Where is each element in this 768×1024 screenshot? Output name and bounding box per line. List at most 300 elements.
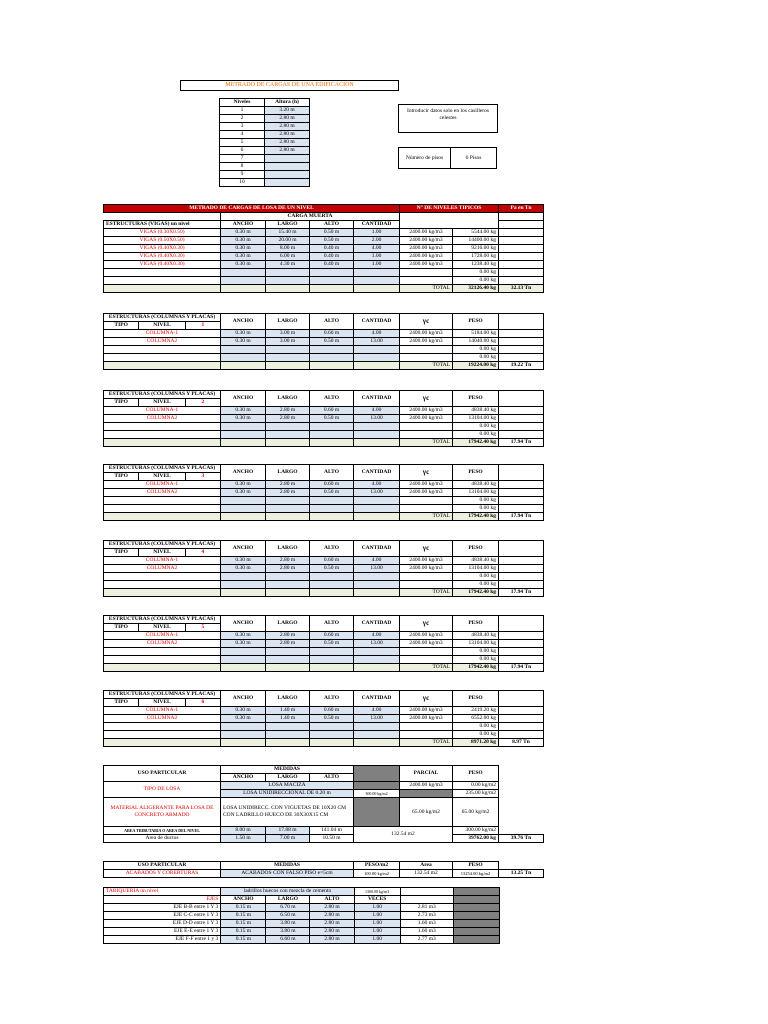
column-largo: 2.80 m (266, 489, 310, 497)
material-aligerante: MATERIAL ALIGERANTE PARA LOSA DE CONCRETO ARMADO (104, 798, 221, 827)
viga-peso: 0.00 kg (453, 277, 499, 285)
cantidad-header: CANTIDAD (354, 616, 400, 632)
column-largo: 3.00 m (266, 330, 310, 338)
column-peso: 0.00 kg (453, 431, 499, 439)
level-height (265, 155, 310, 163)
peso-header: PESO (453, 391, 499, 407)
column-largo: 2.80 m (266, 632, 310, 640)
column-peso: 0.00 kg (453, 354, 499, 362)
eje-alto: 2.80 m (310, 928, 354, 936)
ductos-ancho: 1.50 m (221, 835, 266, 843)
total-value: 17942.40 kg (453, 439, 499, 447)
viga-largo: 6.00 m (266, 253, 310, 261)
peso-header: PESO (453, 314, 499, 330)
largo-header: LARGO (266, 541, 310, 557)
column-name: COLUMNA2 (104, 715, 221, 723)
viga-cantidad: 4.00 (354, 245, 400, 253)
column-peso: 4838.40 kg (453, 407, 499, 415)
eje-name: EJE C-C entre 1 Y 3 (104, 912, 221, 920)
largo-header: LARGO (266, 465, 310, 481)
columns-table-3 (103, 464, 544, 521)
eje-volumen: 1.60 m3 (400, 928, 453, 936)
viga-name: VIGAS (0.40X0.30) (104, 261, 221, 269)
column-ancho: 0.30 m (221, 481, 266, 489)
column-largo: 2.80 m (266, 565, 310, 573)
column-peso: 13104.00 kg (453, 565, 499, 573)
tipo-header: TIPO (104, 322, 139, 329)
column-alto: 0.60 m (310, 407, 354, 415)
total-tn: 17.94 Tn (499, 664, 544, 672)
column-peso: 0.00 kg (453, 581, 499, 589)
level-height (265, 163, 310, 171)
uso-header: USO PARTICULAR (104, 766, 221, 782)
column-alto: 0.60 m (310, 632, 354, 640)
pisos-box (398, 147, 497, 169)
column-cantidad: 4.00 (354, 632, 400, 640)
level-height (265, 171, 310, 179)
column-ancho: 0.30 m (221, 338, 266, 346)
total-value: 17942.40 kg (453, 589, 499, 597)
eje-name: EJE B-B entre 1 Y 3 (104, 904, 221, 912)
viga-largo: 15.40 m (266, 229, 310, 237)
total-label: TOTAL (400, 285, 453, 293)
eje-alto: 2.80 m (310, 912, 354, 920)
columns-table-5 (103, 615, 544, 672)
total-label: TOTAL (400, 664, 453, 672)
tipo-header: TIPO (104, 399, 139, 406)
input-note: Introducir datos solo en los casilleros celestes (398, 104, 498, 133)
eje-ancho: 0.15 m (221, 928, 266, 936)
nivel-number: 2 (185, 399, 220, 406)
maciza-peso: 0.00 kg/m2 (453, 782, 499, 790)
column-cantidad: 13.00 (354, 715, 400, 723)
column-ancho: 0.30 m (221, 489, 266, 497)
eje-veces: 1.00 (354, 904, 400, 912)
column-alto: 0.60 m (310, 481, 354, 489)
column-alto: 0.60 m (310, 557, 354, 565)
nivel-number: 4 (185, 549, 220, 556)
ductos-tn: 39.76 Tn (499, 835, 544, 843)
eje-largo: 3.80 m (266, 928, 310, 936)
column-peso: 0.00 kg (453, 573, 499, 581)
material-gamma: 65.00 kg/m2 (400, 798, 453, 827)
viga-peso: 9216.00 kg (453, 245, 499, 253)
acab-peso: PESO (453, 862, 499, 870)
level-height: 3.20 m (265, 107, 310, 115)
viga-ancho: 0.30 m (221, 253, 266, 261)
ductos-label: Area de ductos (104, 835, 221, 843)
eje-name: EJE D-D entre 1 Y 3 (104, 920, 221, 928)
column-ancho: 0.30 m (221, 565, 266, 573)
total-label: TOTAL (400, 589, 453, 597)
column-cantidad: 4.00 (354, 557, 400, 565)
acab-area: Area (400, 862, 453, 870)
cantidad-header: CANTIDAD (354, 465, 400, 481)
viga-gamma: 2400.00 kg/m3 (400, 253, 453, 261)
columns-title: ESTRUCTURAS (COLUMNAS Y PLACAS) (104, 616, 221, 624)
viga-alto: 0.40 m (310, 245, 354, 253)
eje-alto: 2.80 m (310, 920, 354, 928)
total-value: 19224.00 kg (453, 362, 499, 370)
column-ancho: 0.30 m (221, 407, 266, 415)
maciza-gamma: 2400.00 kg/m3 (400, 782, 453, 790)
area-peso: 300.00 kg/m2 (453, 827, 499, 835)
tipo-header: TIPO (104, 549, 139, 556)
pisos-label: Número de pisos (399, 148, 451, 169)
level-height: 2.80 m (265, 123, 310, 131)
area-m2: 132.54 m2 (354, 827, 453, 843)
viga-peso: 1238.40 kg (453, 261, 499, 269)
page-title: METRADO DE CARGAS DE UNA EDIFICACIÓN (180, 80, 399, 91)
level-number: 9 (220, 171, 265, 179)
level-height: 2.80 m (265, 139, 310, 147)
column-peso: 13104.00 kg (453, 489, 499, 497)
area-label: AREA TRIBUTARIA O AREA DEL NIVEL (104, 827, 221, 835)
gamma-header: γc (400, 391, 453, 407)
column-alto: 0.50 m (310, 640, 354, 648)
column-ancho: 0.30 m (221, 557, 266, 565)
eje-alto: 2.80 m (310, 904, 354, 912)
column-name: COLUMNA2 (104, 565, 221, 573)
columns-table-6 (103, 690, 544, 747)
gamma-header: γc (400, 465, 453, 481)
tabiqueria-table (103, 887, 500, 944)
cantidad-header: CANTIDAD (354, 314, 400, 330)
column-cantidad: 4.00 (354, 707, 400, 715)
eje-veces: 1.00 (354, 928, 400, 936)
nivel-number: 3 (185, 473, 220, 480)
total-value: 32126.40 kg (453, 285, 499, 293)
column-peso: 6552.00 kg (453, 715, 499, 723)
nivel-header: NIVEL (139, 399, 185, 406)
column-ancho: 0.30 m (221, 640, 266, 648)
cantidad-header: CANTIDAD (354, 391, 400, 407)
gamma-header: γc (400, 314, 453, 330)
column-largo: 2.80 m (266, 640, 310, 648)
eje-largo: 6.60 m (266, 936, 310, 944)
column-largo: 1.40 m (266, 707, 310, 715)
column-peso: 5184.00 kg (453, 330, 499, 338)
losa-title: METRADO DE CARGAS DE LOSA DE UN NIVEL (104, 205, 400, 213)
gamma-header: γc (400, 616, 453, 632)
nivel-number: 6 (185, 699, 220, 706)
column-alto: 0.50 m (310, 415, 354, 423)
gamma-header: γc (400, 541, 453, 557)
column-cantidad: 13.00 (354, 489, 400, 497)
viga-name: VIGAS (0.40X0.30) (104, 253, 221, 261)
column-alto: 0.50 m (310, 338, 354, 346)
column-peso: 0.00 kg (453, 731, 499, 739)
viga-ancho: 0.30 m (221, 261, 266, 269)
tipo-header: TIPO (104, 699, 139, 706)
level-number: 8 (220, 163, 265, 171)
viga-alto: 0.40 m (310, 253, 354, 261)
acab-desc: ACABADOS CON FALSO PISO e=5cm (221, 870, 354, 878)
columns-title: ESTRUCTURAS (COLUMNAS Y PLACAS) (104, 691, 221, 699)
viga-largo: 4.30 m (266, 261, 310, 269)
nivel-header: NIVEL (139, 549, 185, 556)
column-largo: 2.80 m (266, 481, 310, 489)
ancho-header: ANCHO (221, 541, 266, 557)
column-peso: 4838.40 kg (453, 557, 499, 565)
total-label: TOTAL (400, 739, 453, 747)
eje-ancho: 0.15 m (221, 936, 266, 944)
eje-largo: 3.80 m (266, 920, 310, 928)
column-largo: 2.80 m (266, 407, 310, 415)
largo-header: LARGO (266, 221, 310, 229)
acab-v3: 13254.00 kg/m2 (453, 870, 499, 878)
alto-header: ALTO (310, 465, 354, 481)
total-label: TOTAL (400, 439, 453, 447)
column-largo: 2.80 m (266, 415, 310, 423)
viga-cantidad: 1.00 (354, 253, 400, 261)
column-ancho: 0.30 m (221, 707, 266, 715)
column-gamma: 2400.00 kg/m3 (400, 407, 453, 415)
eje-volumen: 2.77 m3 (400, 936, 453, 944)
ductos-total: 39762.00 kg (453, 835, 499, 843)
columns-table-1 (103, 313, 544, 370)
eje-volumen: 1.60 m3 (400, 920, 453, 928)
viga-cantidad: 2.00 (354, 237, 400, 245)
total-label: TOTAL (400, 513, 453, 521)
level-number: 5 (220, 139, 265, 147)
total-value: 8971.20 kg (453, 739, 499, 747)
column-gamma: 2400.00 kg/m3 (400, 632, 453, 640)
column-cantidad: 13.00 (354, 338, 400, 346)
level-number: 6 (220, 147, 265, 155)
parcial-header: PARCIAL (400, 766, 453, 782)
column-ancho: 0.30 m (221, 330, 266, 338)
viga-peso: 14400.00 kg (453, 237, 499, 245)
nivel-number: 5 (185, 624, 220, 631)
eje-veces: 1.00 (354, 936, 400, 944)
viga-peso: 0.00 kg (453, 269, 499, 277)
acab-label: ACABADOS Y COBERTURAS (104, 870, 221, 878)
alto-header: ALTO (310, 314, 354, 330)
column-name: COLUMNA2 (104, 415, 221, 423)
largo-header: LARGO (266, 691, 310, 707)
viga-gamma: 2400.00 kg/m3 (400, 261, 453, 269)
peso-header: PESO (453, 616, 499, 632)
tab-gamma: 1300.00 kg/m3 (354, 888, 400, 896)
level-number: 7 (220, 155, 265, 163)
viga-gamma: 2400.00 kg/m3 (400, 237, 453, 245)
eje-largo: 6.50 m (266, 912, 310, 920)
largo-header: LARGO (266, 314, 310, 330)
level-height: 2.80 m (265, 131, 310, 139)
pisos-value: 6 Pisos (451, 148, 497, 169)
nivel-number: 1 (185, 322, 220, 329)
acab-pm2: PESO/m2 (354, 862, 400, 870)
viga-gamma: 2400.00 kg/m3 (400, 229, 453, 237)
tab-desc: ladrillos huecos con mezcla de cemento (221, 888, 354, 896)
eje-name: EJE E-E entre 1 Y 3 (104, 928, 221, 936)
eje-volumen: 2.81 m3 (400, 904, 453, 912)
column-name: COLUMNA-1 (104, 632, 221, 640)
column-gamma: 2400.00 kg/m3 (400, 715, 453, 723)
column-cantidad: 13.00 (354, 565, 400, 573)
unidir-gamma: 300.00 kg/m2 (354, 790, 400, 798)
columns-title: ESTRUCTURAS (COLUMNAS Y PLACAS) (104, 314, 221, 322)
ancho-header: ANCHO (221, 314, 266, 330)
losa-maciza: LOSA MACIZA (221, 782, 354, 790)
viga-cantidad: 1.00 (354, 261, 400, 269)
column-gamma: 2400.00 kg/m3 (400, 707, 453, 715)
vigas-header: ESTRUCTURAS (VIGAS) un nivel (104, 221, 221, 229)
carga-muerta: CARGA MUERTA (221, 213, 400, 221)
medidas-header: MEDIDAS (221, 766, 354, 774)
column-peso: 0.00 kg (453, 723, 499, 731)
eje-veces: 1.00 (354, 920, 400, 928)
acab-header: USO PARTICULAR (104, 862, 221, 870)
column-cantidad: 4.00 (354, 407, 400, 415)
level-number: 10 (220, 179, 265, 187)
cantidad-header: CANTIDAD (354, 691, 400, 707)
nivel-header: NIVEL (139, 473, 185, 480)
column-cantidad: 13.00 (354, 415, 400, 423)
viga-name: VIGAS (0.50X0.50) (104, 237, 221, 245)
tipo-losa: TIPO DE LOSA (104, 782, 221, 798)
eje-veces: 1.00 (354, 912, 400, 920)
viga-gamma: 2400.00 kg/m3 (400, 245, 453, 253)
acab-tn: 13.25 Tn (499, 870, 544, 878)
nivel-header: NIVEL (139, 624, 185, 631)
column-peso: 2419.20 kg (453, 707, 499, 715)
losa-unidir: LOSA UNIDIRECCIONAL DE 0.20 m (221, 790, 354, 798)
nivel-header: NIVEL (139, 699, 185, 706)
eje-name: EJE F-F entre 1 y 3 (104, 936, 221, 944)
column-peso: 0.00 kg (453, 346, 499, 354)
peso-header: PESO (453, 691, 499, 707)
area-alto: 141.04 m (310, 827, 354, 835)
levels-header: Niveles (220, 99, 265, 107)
nivel-header: NIVEL (139, 322, 185, 329)
total-value: 17942.40 kg (453, 664, 499, 672)
viga-largo: 20.00 m (266, 237, 310, 245)
column-gamma: 2400.00 kg/m3 (400, 565, 453, 573)
area-ancho: 8.00 m (221, 827, 266, 835)
tab-ejes: EJES (104, 896, 221, 904)
material-desc: LOSA UNIDIRECC. CON VIGUETAS DE 10X20 CM CON LADRILLO HUECO DE 30X30X15 CM (221, 798, 354, 827)
tipo-header: TIPO (104, 473, 139, 480)
level-number: 4 (220, 131, 265, 139)
peso-header: PESO (453, 766, 499, 782)
column-largo: 1.40 m (266, 715, 310, 723)
peso-header: PESO (453, 541, 499, 557)
eje-alto: 2.80 m (310, 936, 354, 944)
tab-label: TABIQUERIA un nivel (104, 888, 221, 896)
column-gamma: 2400.00 kg/m3 (400, 481, 453, 489)
level-height: 2.80 m (265, 147, 310, 155)
column-peso: 0.00 kg (453, 505, 499, 513)
column-ancho: 0.30 m (221, 415, 266, 423)
tab-alto: ALTO (310, 896, 354, 904)
column-cantidad: 13.00 (354, 640, 400, 648)
column-peso: 4838.40 kg (453, 481, 499, 489)
eje-volumen: 2.73 m3 (400, 912, 453, 920)
acab-v1: 100.00 kg/m2 (354, 870, 400, 878)
alto-header: ALTO (310, 391, 354, 407)
area-largo: 17.88 m (266, 827, 310, 835)
columns-table-2 (103, 390, 544, 447)
alto-header: ALTO (310, 691, 354, 707)
ancho-header: ANCHO (221, 691, 266, 707)
tab-ancho: ANCHO (221, 896, 266, 904)
tab-veces: VECES (354, 896, 400, 904)
total-value: 17942.40 kg (453, 513, 499, 521)
column-alto: 0.50 m (310, 715, 354, 723)
column-name: COLUMNA-1 (104, 407, 221, 415)
columns-title: ESTRUCTURAS (COLUMNAS Y PLACAS) (104, 541, 221, 549)
column-peso: 0.00 kg (453, 423, 499, 431)
cantidad-header: CANTIDAD (354, 541, 400, 557)
acab-v2: 132.54 m2 (400, 870, 453, 878)
total-label: TOTAL (400, 362, 453, 370)
column-ancho: 0.30 m (221, 632, 266, 640)
alto-header: ALTO (310, 541, 354, 557)
viga-ancho: 0.30 m (221, 245, 266, 253)
column-peso: 13104.00 kg (453, 640, 499, 648)
total-tn: 19.22 Tn (499, 362, 544, 370)
viga-name: VIGAS (0.30X0.50) (104, 229, 221, 237)
column-peso: 14040.00 kg (453, 338, 499, 346)
viga-peso: 1728.00 kg (453, 253, 499, 261)
column-name: COLUMNA-1 (104, 557, 221, 565)
column-gamma: 2400.00 kg/m3 (400, 557, 453, 565)
total-tn: 17.94 Tn (499, 513, 544, 521)
column-gamma: 2400.00 kg/m3 (400, 640, 453, 648)
ancho-header: ANCHO (221, 465, 266, 481)
column-gamma: 2400.00 kg/m3 (400, 489, 453, 497)
ancho-header: ANCHO (221, 616, 266, 632)
column-alto: 0.60 m (310, 330, 354, 338)
viga-ancho: 0.30 m (221, 229, 266, 237)
eje-ancho: 0.15 m (221, 920, 266, 928)
ancho-header: ANCHO (221, 774, 266, 782)
viga-alto: 0.50 m (310, 229, 354, 237)
ductos-largo: 7.00 m (266, 835, 310, 843)
columns-table-4 (103, 540, 544, 597)
column-peso: 0.00 kg (453, 497, 499, 505)
viga-alto: 0.50 m (310, 237, 354, 245)
unidir-peso: 235.00 kg/m2 (453, 790, 499, 798)
alto-header: ALTO (310, 616, 354, 632)
viga-peso: 5544.00 kg (453, 229, 499, 237)
levels-table (219, 98, 310, 187)
column-peso: 13104.00 kg (453, 415, 499, 423)
eje-largo: 6.70 m (266, 904, 310, 912)
gamma-header: γc (400, 691, 453, 707)
columns-title: ESTRUCTURAS (COLUMNAS Y PLACAS) (104, 465, 221, 473)
level-number: 3 (220, 123, 265, 131)
level-number: 1 (220, 107, 265, 115)
eje-ancho: 0.15 m (221, 912, 266, 920)
column-ancho: 0.30 m (221, 715, 266, 723)
viga-largo: 8.00 m (266, 245, 310, 253)
column-gamma: 2400.00 kg/m3 (400, 330, 453, 338)
column-peso: 0.00 kg (453, 648, 499, 656)
columns-title: ESTRUCTURAS (COLUMNAS Y PLACAS) (104, 391, 221, 399)
peso-header: PESO (453, 465, 499, 481)
viga-alto: 0.40 m (310, 261, 354, 269)
niveles-tipicos: N° DE NIVELES TIPICOS (400, 205, 499, 213)
ductos-alto: 10.50 m (310, 835, 354, 843)
column-gamma: 2400.00 kg/m3 (400, 338, 453, 346)
height-header: Altura (h) (265, 99, 310, 107)
column-gamma: 2400.00 kg/m3 (400, 415, 453, 423)
material-peso: 65.00 kg/m2 (453, 798, 499, 827)
ancho-header: ANCHO (221, 221, 266, 229)
